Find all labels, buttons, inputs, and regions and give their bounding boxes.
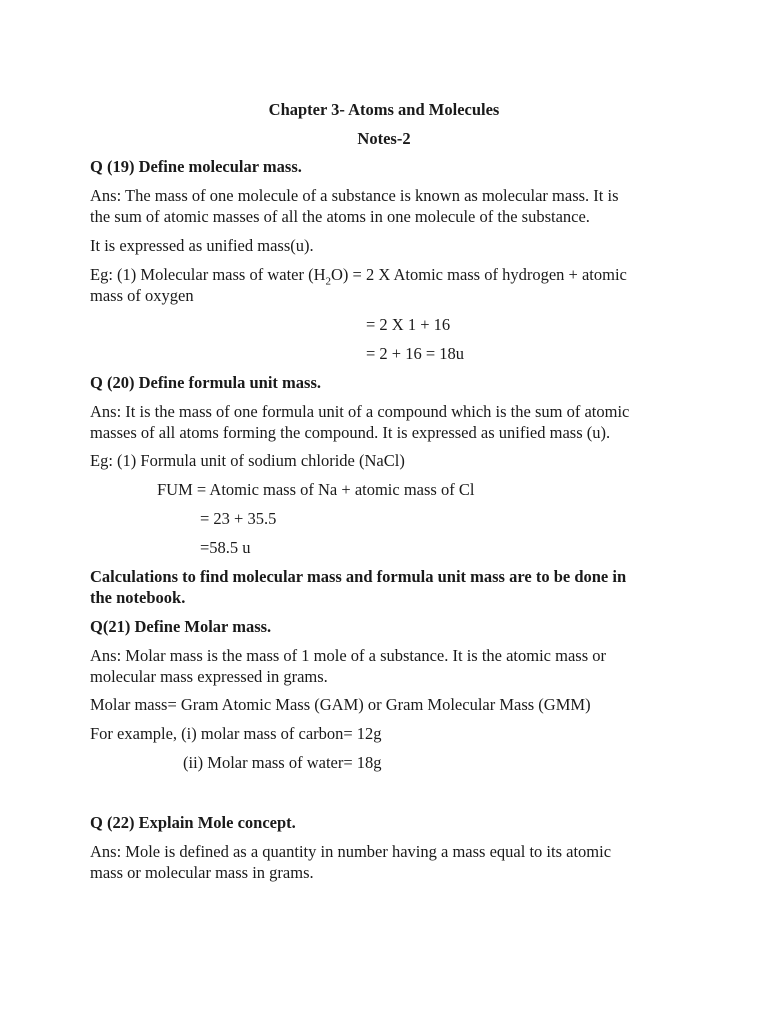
q19-example-prefix: Eg: (1) Molecular mass of water (H — [90, 265, 326, 284]
q19-question: Q (19) Define molecular mass. — [90, 157, 302, 176]
q20-answer-line: Ans: It is the mass of one formula unit of a compound which is the sum of atomic — [90, 402, 630, 421]
q21-answer-line: molecular mass expressed in grams. — [90, 667, 328, 686]
q19-calc-line: = 2 X 1 + 16 — [366, 315, 451, 334]
q21-answer-line: Ans: Molar mass is the mass of 1 mole of a substance. It is the atomic mass or — [90, 646, 606, 665]
q19-calc-line: = 2 + 16 = 18u — [366, 344, 465, 363]
q19-example-suffix: O) = 2 X Atomic mass of hydrogen + atomic — [331, 265, 627, 284]
q20-fum: FUM = Atomic mass of Na + atomic mass of Cl — [157, 480, 475, 499]
q20-calc-line: = 23 + 35.5 — [200, 509, 277, 528]
calculation-note: the notebook. — [90, 588, 186, 607]
q19-answer-line: the sum of atomic masses of all the atoms in one molecule of the substance. — [90, 207, 590, 226]
q21-example: (ii) Molar mass of water= 18g — [183, 753, 382, 772]
q19-expressed: It is expressed as unified mass(u). — [90, 236, 314, 255]
q20-answer-line: masses of all atoms forming the compound. It is expressed as unified mass (u). — [90, 423, 611, 442]
q19-example-line2: mass of oxygen — [90, 286, 194, 305]
calculation-note: Calculations to find molecular mass and formula unit mass are to be done in — [90, 567, 627, 586]
q19-answer-line: Ans: The mass of one molecule of a substance is known as molecular mass. It is — [90, 186, 619, 205]
q20-calc-line: =58.5 u — [200, 538, 251, 557]
q22-question: Q (22) Explain Mole concept. — [90, 813, 296, 832]
notes-subtitle: Notes-2 — [357, 129, 411, 148]
q21-molar-mass: Molar mass= Gram Atomic Mass (GAM) or Gram Molecular Mass (GMM) — [90, 695, 591, 714]
chapter-title: Chapter 3- Atoms and Molecules — [268, 100, 500, 119]
q20-question: Q (20) Define formula unit mass. — [90, 373, 321, 392]
q19-example-subscript: 2 — [325, 275, 332, 288]
q21-question: Q(21) Define Molar mass. — [90, 617, 272, 636]
q22-answer-line: Ans: Mole is defined as a quantity in number having a mass equal to its atomic — [90, 842, 612, 861]
q20-example: Eg: (1) Formula unit of sodium chloride (NaCl) — [90, 451, 405, 470]
q22-answer-line: mass or molecular mass in grams. — [90, 863, 314, 882]
q21-example: For example, (i) molar mass of carbon= 12g — [90, 724, 382, 743]
